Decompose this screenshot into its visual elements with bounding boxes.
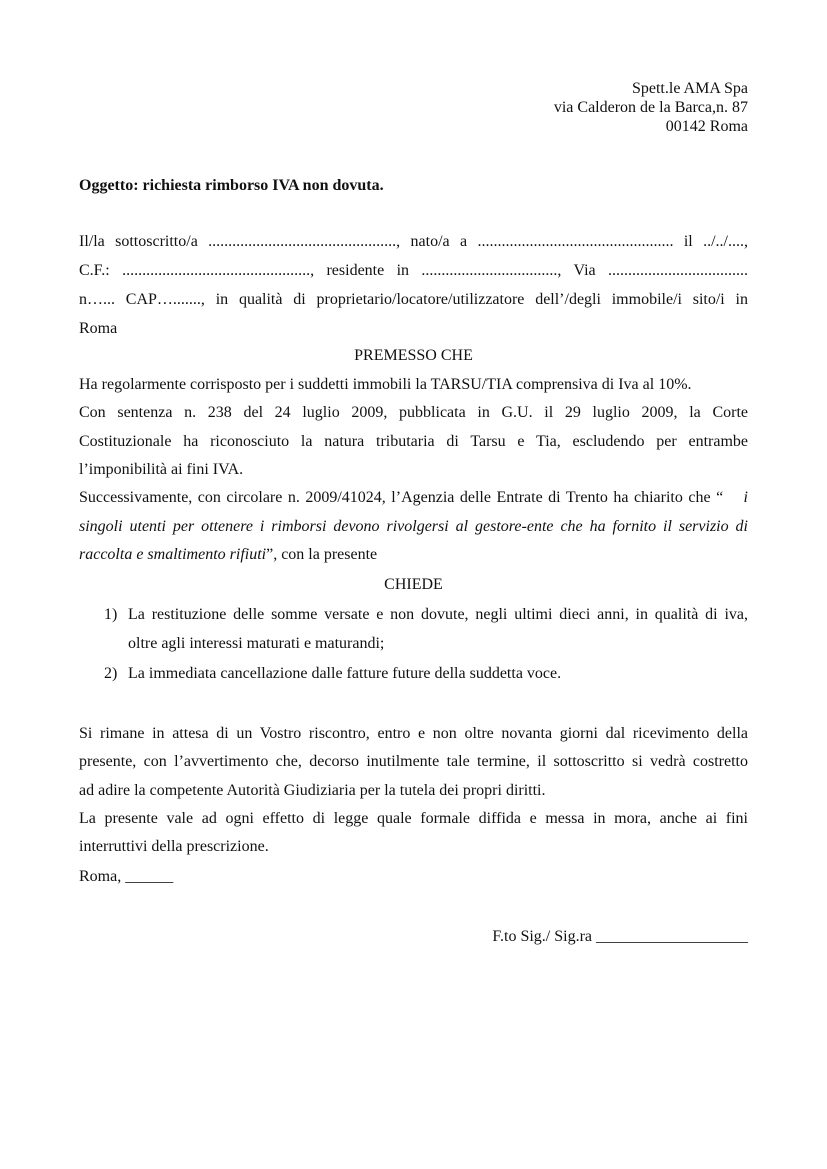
- signature-line: F.to Sig./ Sig.ra ___________________: [492, 928, 748, 945]
- quote-line: singoli utenti per ottenere i rimborsi devono rivolgersi al gestore-ente che ha fornito il servizio di: [79, 518, 748, 535]
- premesso-line: Ha regolarmente corrisposto per i suddetti immobili la TARSU/TIA comprensiva di Iva al 10%.: [79, 376, 692, 393]
- quote-rest: ”, con la presente: [266, 546, 378, 563]
- premesso-text: Successivamente, con circolare n. 2009/41024, l’Agenzia delle Entrate di Trento ha chiarito che “: [79, 489, 724, 506]
- request-line: La restituzione delle somme versate e non dovute, negli ultimi dieci anni, in qualità di iva,: [128, 606, 748, 623]
- request-number: 1): [104, 606, 118, 623]
- intro-line: n…... CAP…......., in qualità di proprietario/locatore/utilizzatore dell’/degli immobile/i sito/i in: [79, 291, 748, 308]
- subject-line: Oggetto: richiesta rimborso IVA non dovuta.: [79, 177, 384, 194]
- premesso-line: [79, 488, 748, 508]
- closing-line: Si rimane in attesa di un Vostro riscontro, entro e non oltre novanta giorni dal ricevimento della: [79, 725, 748, 742]
- request-line: oltre agli interessi maturati e maturandi;: [128, 635, 385, 652]
- place-date: Roma, ______: [79, 868, 174, 885]
- closing-line: presente, con l’avvertimento che, decorso inutilmente tale termine, il sottoscritto si vedrà costretto: [79, 753, 748, 770]
- recipient-street: via Calderon de la Barca,n. 87: [553, 99, 748, 116]
- intro-line: Roma: [79, 320, 118, 337]
- intro-line: Il/la sottoscritto/a ..............................................., nato/a a ................................................. il ../../....,: [79, 233, 748, 250]
- quote-line: [79, 545, 748, 565]
- premesso-heading: PREMESSO CHE: [354, 347, 473, 364]
- chiede-heading: CHIEDE: [384, 576, 443, 593]
- closing-line: interruttivi della prescrizione.: [79, 838, 269, 855]
- request-line: La immediata cancellazione dalle fatture future della suddetta voce.: [128, 665, 562, 682]
- premesso-line: l’imponibilità ai fini IVA.: [79, 461, 244, 478]
- recipient-name: Spett.le AMA Spa: [631, 80, 748, 97]
- premesso-line: Costituzionale ha riconosciuto la natura tributaria di Tarsu e Tia, escludendo per entrambe: [79, 433, 748, 450]
- recipient-city: 00142 Roma: [665, 118, 748, 135]
- request-number: 2): [104, 665, 118, 682]
- quote-start: i: [743, 489, 748, 506]
- closing-line: La presente vale ad ogni effetto di legge quale formale diffida e messa in mora, anche ai fini: [79, 810, 748, 827]
- premesso-line: Con sentenza n. 238 del 24 luglio 2009, pubblicata in G.U. il 29 luglio 2009, la Corte: [79, 404, 748, 421]
- quote-italic: raccolta e smaltimento rifiuti: [79, 546, 267, 563]
- intro-line: C.F.: ..............................................., residente in .................................., Via ...................................: [79, 262, 748, 279]
- closing-line: ad adire la competente Autorità Giudiziaria per la tutela dei propri diritti.: [79, 782, 546, 799]
